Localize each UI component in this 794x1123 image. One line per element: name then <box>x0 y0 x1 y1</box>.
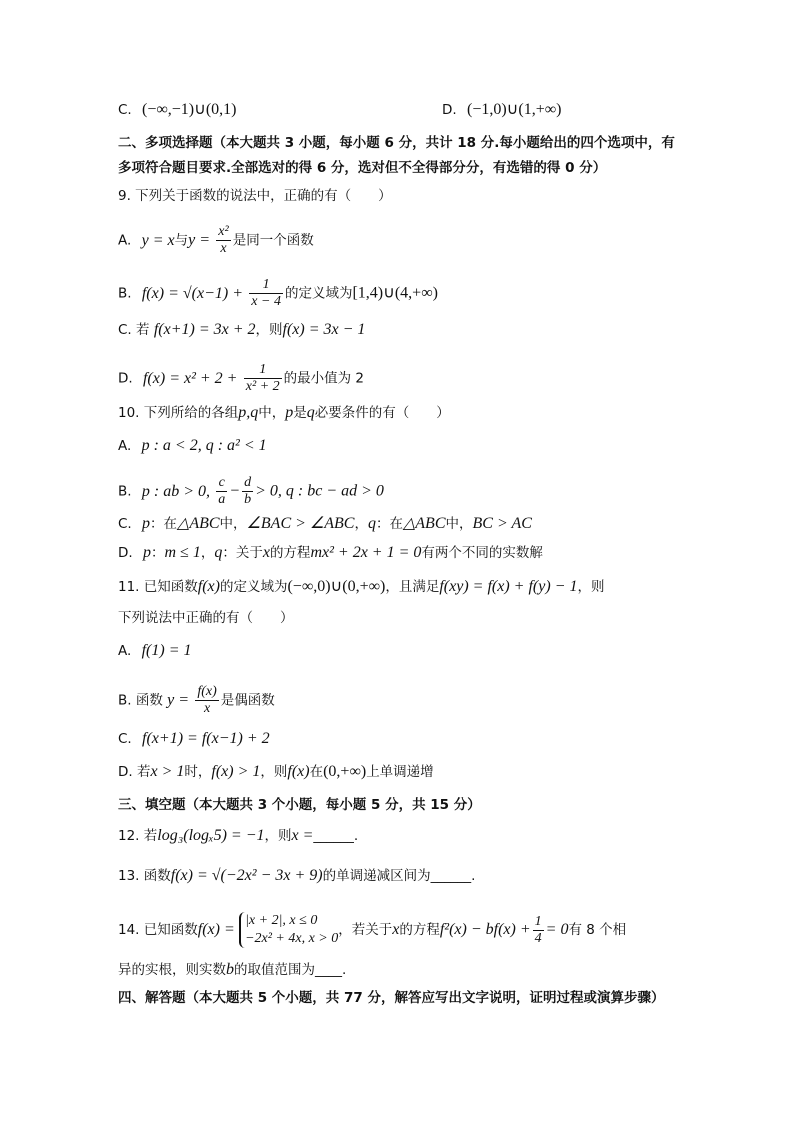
q10-stem-c: 是 <box>293 405 307 421</box>
q9-c-math2: f(x) = 3x − 1 <box>282 321 366 338</box>
q9-d-text1: 的最小值为 2 <box>283 370 365 387</box>
q11-c-math: f(x+1) = f(x−1) + 2 <box>142 730 270 747</box>
q10-stem <box>118 403 694 423</box>
q10-d-eq: mx² + 2x + 1 = 0 <box>310 544 422 561</box>
q12-s1: 12. 若 <box>118 828 158 844</box>
q9-option-a <box>118 224 694 257</box>
q10-c-t2: 中， <box>219 516 247 532</box>
q11-d-m2: f(x) > 1 <box>211 763 261 780</box>
q9-b-num: 1 <box>249 277 283 294</box>
q11-b-text1: 是偶函数 <box>220 692 275 709</box>
q14-case1: |x + 2|, x ≤ 0 <box>245 913 318 928</box>
q14-s3: 的方程 <box>399 922 440 938</box>
q14-den: 4 <box>534 930 542 946</box>
q11-stem-line1 <box>118 577 694 597</box>
q10-b-d1: a <box>218 492 226 507</box>
q9-stem: 9. 下列关于函数的说法中，正确的有（ ） <box>118 188 392 204</box>
q14-line1 <box>118 910 694 950</box>
q11-d-m4: (0,+∞) <box>323 763 367 780</box>
q9-a-text1: 与 <box>174 232 189 249</box>
q10-b-label: B. <box>118 483 132 500</box>
q9-option-c <box>118 320 694 340</box>
q10-c-angle: ∠BAC > ∠ABC <box>246 515 355 532</box>
q14-blank: ____ <box>315 962 342 978</box>
q10-c-tri2: △ABC <box>402 515 446 532</box>
q14-l2m: b <box>226 961 234 978</box>
section3-heading: 三、填空题（本大题共 3 个小题，每小题 5 分，共 15 分） <box>118 797 481 813</box>
q10-d-x: x <box>262 544 270 561</box>
q10-stem-q: q <box>306 404 315 421</box>
q10-d-label: D. <box>118 545 133 561</box>
q9-a-math2: y = <box>188 231 210 249</box>
q11-b-den: x <box>203 701 211 716</box>
q11-c-label: C. <box>118 731 132 747</box>
q11-s1: 11. 已知函数 <box>118 579 198 595</box>
q12 <box>118 826 694 846</box>
q9-d-label: D. <box>118 370 133 387</box>
q10-c-t3: ， <box>354 516 368 532</box>
q10-option-b <box>118 475 694 508</box>
q11-m2: (−∞,0)∪(0,+∞) <box>287 578 386 595</box>
q10-c-t5: 中， <box>445 516 473 532</box>
q9-a-math1: y = x <box>141 231 175 249</box>
q9-b-math1: f(x) = √(x−1) + <box>141 284 243 302</box>
q10-stem-p: p <box>285 404 294 421</box>
q14-fraction <box>533 914 544 947</box>
q9-d-math1: f(x) = x² + 2 + <box>142 369 238 387</box>
q10-c-q: q <box>367 515 376 532</box>
q10-stem-d: 必要条件的有（ ） <box>314 405 450 421</box>
q10-b-frac1 <box>216 475 227 508</box>
q11-a-math: f(1) = 1 <box>141 642 192 659</box>
q10-b-math3: > 0, q : bc − ad > 0 <box>255 482 384 500</box>
q12-end: . <box>353 828 359 844</box>
q11-b-label: B. 函数 <box>118 692 163 709</box>
q11-d-t1: 时， <box>184 764 212 780</box>
q10-stem-b: 中， <box>258 405 286 421</box>
q8-options <box>118 100 694 120</box>
section2-heading-line2: 多项符合题目要求.全部选对的得 6 分，选对但不全得部分分，有选错的得 0 分） <box>118 160 607 176</box>
q14-piecewise <box>239 912 338 948</box>
q9-a-text2: 是同一个函数 <box>232 232 314 249</box>
q10-d-q: q <box>214 544 223 561</box>
q14-line2 <box>118 960 694 980</box>
q10-d-t4: 的方程 <box>269 545 311 561</box>
q11-m1: f(x) <box>197 578 220 595</box>
q10-b-frac2 <box>242 475 253 508</box>
q14-m1: f(x) = <box>197 921 235 938</box>
q11-option-b <box>118 684 694 717</box>
q14-m3: f²(x) − bf(x) + <box>439 921 531 938</box>
q14-s2: ，若关于 <box>338 922 393 938</box>
q9-b-text1: 的定义域为 <box>284 285 353 302</box>
q9-c-label: C. 若 <box>118 322 150 338</box>
q8-optD-label: D. <box>442 102 457 118</box>
q9-b-den: x − 4 <box>251 294 281 309</box>
q11-m3: f(xy) = f(x) + f(y) − 1 <box>439 578 578 595</box>
q14-end: . <box>342 962 347 978</box>
q9-a-label: A. <box>118 232 132 249</box>
q10-c-t1: ：在 <box>150 516 178 532</box>
q9-d-fraction <box>244 362 282 395</box>
q9-d-num: 1 <box>244 362 282 379</box>
q11-b-num: f(x) <box>197 684 217 699</box>
q13-m1: f(x) = √(−2x² − 3x + 9) <box>170 867 323 884</box>
q11-s3: ，且满足 <box>385 579 440 595</box>
section4-heading: 四、解答题（本大题共 5 个小题，共 77 分，解答应写出文字说明，证明过程或演算步骤） <box>118 990 665 1006</box>
q12-m1: log₃(logₓ5) = −1 <box>157 827 265 844</box>
q10-c-p: p <box>142 515 151 532</box>
q9-a-fraction <box>216 224 230 257</box>
q9-d-den: x² + 2 <box>245 379 280 394</box>
q10-a-label: A. <box>118 438 132 454</box>
q9-a-num: x² <box>218 224 229 239</box>
q10-b-math1: p : ab > 0, <box>141 482 210 500</box>
q10-c-tri1: △ABC <box>177 515 220 532</box>
q12-s2: ，则 <box>264 828 292 844</box>
q9-option-b <box>118 277 694 310</box>
q11-d-m3: f(x) <box>287 763 310 780</box>
q10-d-t2: ， <box>200 545 215 561</box>
q11-option-a <box>118 641 694 661</box>
q9-a-den: x <box>220 241 227 256</box>
q10-option-d <box>118 543 694 563</box>
q11-b-math1: y = <box>167 691 190 709</box>
q11-d-m1: x > 1 <box>150 763 185 780</box>
q11-d-t4: 上单调递增 <box>366 764 434 780</box>
q14-m2: x <box>392 921 400 938</box>
q13-s1: 13. 函数 <box>118 868 171 884</box>
q11-d-label: D. 若 <box>118 764 151 780</box>
q9-b-fraction <box>249 277 283 310</box>
q10-d-t1: ： <box>150 545 165 561</box>
q14-m4: = 0 <box>545 921 569 938</box>
q10-d-t3: ：关于 <box>222 545 263 561</box>
q11-s4: ，则 <box>577 579 605 595</box>
q13-s2: 的单调递减区间为 <box>322 868 431 884</box>
q9-c-text1: ，则 <box>255 322 283 338</box>
q14-l2b: 的取值范围为 <box>234 962 315 978</box>
q8-optC-math: (−∞,−1)∪(0,1) <box>142 101 237 118</box>
q13 <box>118 866 694 886</box>
q14-l2a: 异的实根，则实数 <box>118 962 226 978</box>
q10-option-a <box>118 436 694 456</box>
q11-stem-line2: 下列说法中正确的有（ ） <box>118 610 294 626</box>
q10-b-d2: b <box>244 492 252 507</box>
q10-c-t4: ：在 <box>375 516 403 532</box>
q11-d-t3: 在 <box>309 764 324 780</box>
q14-s4: 有 8 个相 <box>568 922 627 938</box>
q10-c-label: C. <box>118 516 132 532</box>
section2-heading-line1: 二、多项选择题（本大题共 3 小题，每小题 6 分，共计 18 分.每小题给出的四个选项中，有 <box>118 135 675 151</box>
q11-option-c <box>118 729 694 749</box>
q12-blank: ______ <box>313 828 354 844</box>
q11-s2: 的定义域为 <box>219 579 288 595</box>
q8-optC-label: C. <box>118 102 132 118</box>
q10-d-m: m ≤ 1 <box>164 544 201 561</box>
q10-stem-pq: p,q <box>238 404 259 421</box>
q11-b-fraction <box>195 684 218 717</box>
q14-case2: −2x² + 4x, x > 0 <box>245 931 339 946</box>
q11-option-d <box>118 762 694 782</box>
q10-b-n2: d <box>244 475 252 490</box>
q10-stem-a: 10. 下列所给的各组 <box>118 405 239 421</box>
q11-d-t2: ，则 <box>260 764 288 780</box>
q13-end: . <box>471 868 476 884</box>
q8-optD-math: (−1,0)∪(1,+∞) <box>466 101 562 118</box>
q9-c-math1: f(x+1) = 3x + 2 <box>153 321 256 338</box>
q12-m2: x = <box>291 827 314 844</box>
q14-s1: 14. 已知函数 <box>118 922 198 938</box>
q10-c-ineq: BC > AC <box>472 515 532 532</box>
q9-option-d <box>118 362 694 395</box>
q9-b-math2: [1,4)∪(4,+∞) <box>352 284 438 302</box>
q10-b-minus: − <box>229 482 241 500</box>
q10-a-math: p : a < 2, q : a² < 1 <box>141 437 267 454</box>
q10-b-n1: c <box>216 475 227 492</box>
q11-a-label: A. <box>118 643 132 659</box>
q10-option-c <box>118 514 694 534</box>
q9-b-label: B. <box>118 285 132 302</box>
q14-num: 1 <box>534 913 542 929</box>
q10-d-p: p <box>142 544 151 561</box>
q13-blank: ______ <box>430 868 472 884</box>
q10-d-t5: 有两个不同的实数解 <box>421 545 543 561</box>
